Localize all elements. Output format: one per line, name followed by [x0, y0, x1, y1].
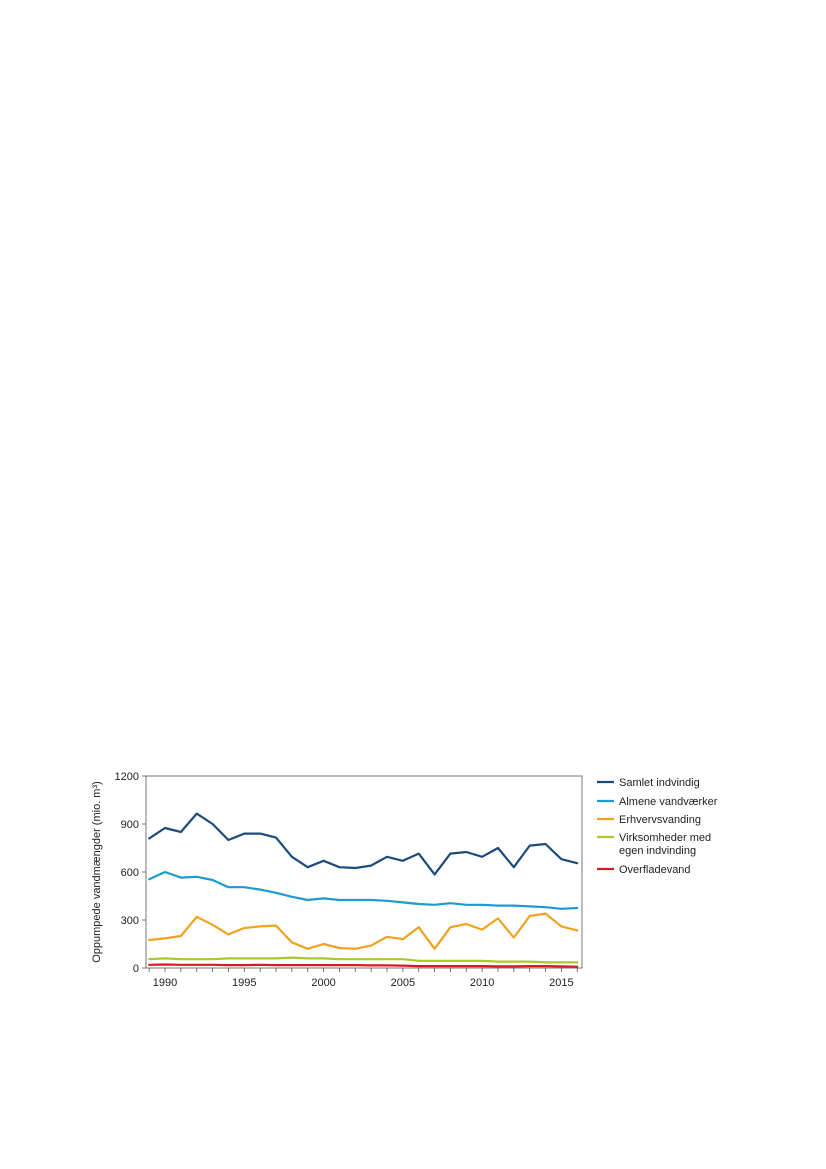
- plot-border: [146, 776, 582, 968]
- series-line-samlet-indvindig: [149, 814, 577, 875]
- legend-label: Samlet indvindig: [619, 777, 700, 789]
- legend-label: Erhvervsvanding: [619, 814, 701, 826]
- x-tick-label: 1990: [152, 977, 178, 989]
- y-tick-label: 1200: [114, 771, 139, 783]
- x-tick-label: 2005: [390, 977, 416, 989]
- y-tick-label: 600: [120, 867, 139, 879]
- y-tick-label: 900: [120, 819, 139, 831]
- y-tick-label: 0: [132, 963, 139, 975]
- x-axis: [149, 968, 577, 989]
- series-lines: [149, 814, 577, 967]
- series-line-erhvervsvanding: [149, 914, 577, 949]
- x-tick-label: 2010: [469, 977, 495, 989]
- series-line-overfladevand: [149, 965, 577, 967]
- series-line-virksomheder-med-egen-indvinding: [149, 958, 577, 963]
- legend-label: Virksomheder med: [619, 832, 712, 844]
- legend-label: egen indvinding: [619, 845, 697, 857]
- legend-label: Overfladevand: [619, 864, 691, 876]
- legend-label: Almene vandværker: [619, 796, 718, 808]
- x-tick-label: 1995: [232, 977, 257, 989]
- x-tick-label: 2015: [549, 977, 574, 989]
- legend: [597, 777, 718, 876]
- y-axis: [115, 771, 146, 975]
- series-line-almene-vandv-rker: [149, 872, 577, 909]
- plot-frame: [146, 776, 582, 968]
- x-tick-label: 2000: [311, 977, 336, 989]
- y-axis-title: Oppumpede vandmængder (mio. m³): [91, 781, 103, 963]
- y-tick-label: 300: [120, 915, 139, 927]
